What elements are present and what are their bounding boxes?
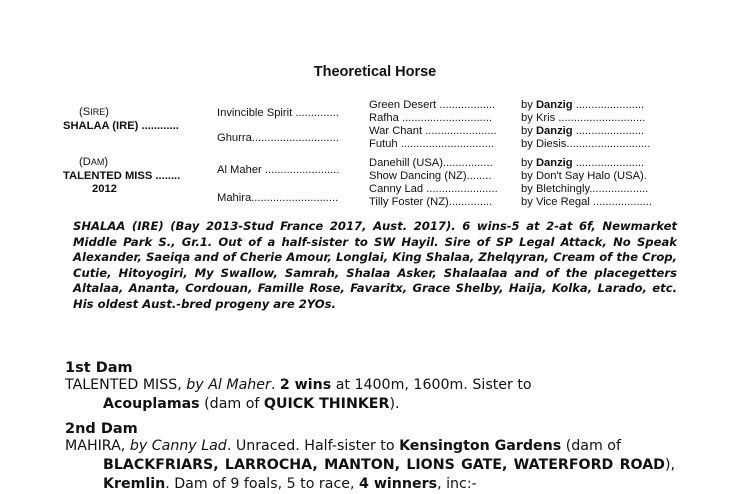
- dam-name: TALENTED MISS ........: [63, 170, 181, 182]
- second-dam-section: [65, 421, 675, 494]
- sire-label: (SIRE): [79, 106, 109, 118]
- parent-1: Invincible Spirit ..............: [217, 107, 339, 119]
- sire-name: SHALAA (IRE) ............: [63, 120, 179, 132]
- great-grandsire-4: by Diesis...........................: [521, 138, 651, 150]
- pedigree-table: [63, 97, 683, 211]
- dam-year: 2012: [92, 183, 117, 195]
- first-dam-section: [65, 360, 675, 414]
- page-title: Theoretical Horse: [313, 64, 437, 80]
- second-dam-text-cont: BLACKFRIARS, LARROCHA, MANTON, LIONS GATE, WATERFORD ROAD), Kremlin. Dam of 9 foals, 5 to race, 4 winners, inc:-: [103, 457, 675, 492]
- great-grandsire-6: by Don't Say Halo (USA).: [521, 170, 647, 182]
- second-dam-text: MAHIRA, by Canny Lad. Unraced. Half-sister to Kensington Gardens (dam of: [65, 438, 621, 454]
- grandparent-6: Show Dancing (NZ)........: [369, 170, 492, 182]
- grandparent-3: War Chant .......................: [369, 125, 497, 137]
- great-grandsire-3: by Danzig ......................: [521, 125, 645, 137]
- great-grandsire-5: by Danzig ......................: [521, 157, 645, 169]
- parent-2: Ghurra............................: [217, 132, 339, 144]
- parent-3: Al Maher ........................: [217, 164, 340, 176]
- dam-label: (DAM): [79, 156, 109, 168]
- grandparent-1: Green Desert ..................: [369, 99, 496, 111]
- great-grandsire-2: by Kris ............................: [521, 112, 646, 124]
- grandparent-4: Futuh ..............................: [369, 138, 494, 150]
- great-grandsire-1: by Danzig ......................: [521, 99, 645, 111]
- first-dam-heading: 1st Dam: [65, 360, 133, 376]
- great-grandsire-7: by Bletchingly...................: [521, 183, 649, 195]
- parent-4: Mahira............................: [217, 192, 339, 204]
- grandparent-2: Rafha .............................: [369, 112, 493, 124]
- first-dam-text-cont: Acouplamas (dam of QUICK THINKER).: [103, 396, 400, 412]
- second-dam-heading: 2nd Dam: [65, 421, 138, 437]
- first-dam-text: TALENTED MISS, by Al Maher. 2 wins at 1400m, 1600m. Sister to: [65, 377, 532, 393]
- great-grandsire-8: by Vice Regal ...................: [521, 196, 653, 208]
- grandparent-7: Canny Lad .......................: [369, 183, 498, 195]
- sire-description: SHALAA (IRE) (Bay 2013-Stud France 2017, Aust. 2017). 6 wins-5 at 2-at 6f, Newmarket Middle Park S., Gr.1. Out of a half-sister to SW Hayil. Sire of SP Legal Attack, No Speak Alexander, Saeiqa and of Cherie Amour, Longlai, King Shalaa, Zhelqyran, Cream of the Crop, Cutie, Hitoyogiri, My Swallow, Samrah, Shalaa Asker, Shalaalaa and of the placegetters Altalaa, Ananta, Cordouan, Famille Rose, Favaritx, Grace Shelby, Haija, Kolka, Larado, etc. His oldest Aust.-bred progeny are 2YOs.: [73, 219, 677, 311]
- grandparent-8: Tilly Foster (NZ)..............: [369, 196, 493, 208]
- grandparent-5: Danehill (USA)................: [369, 157, 493, 169]
